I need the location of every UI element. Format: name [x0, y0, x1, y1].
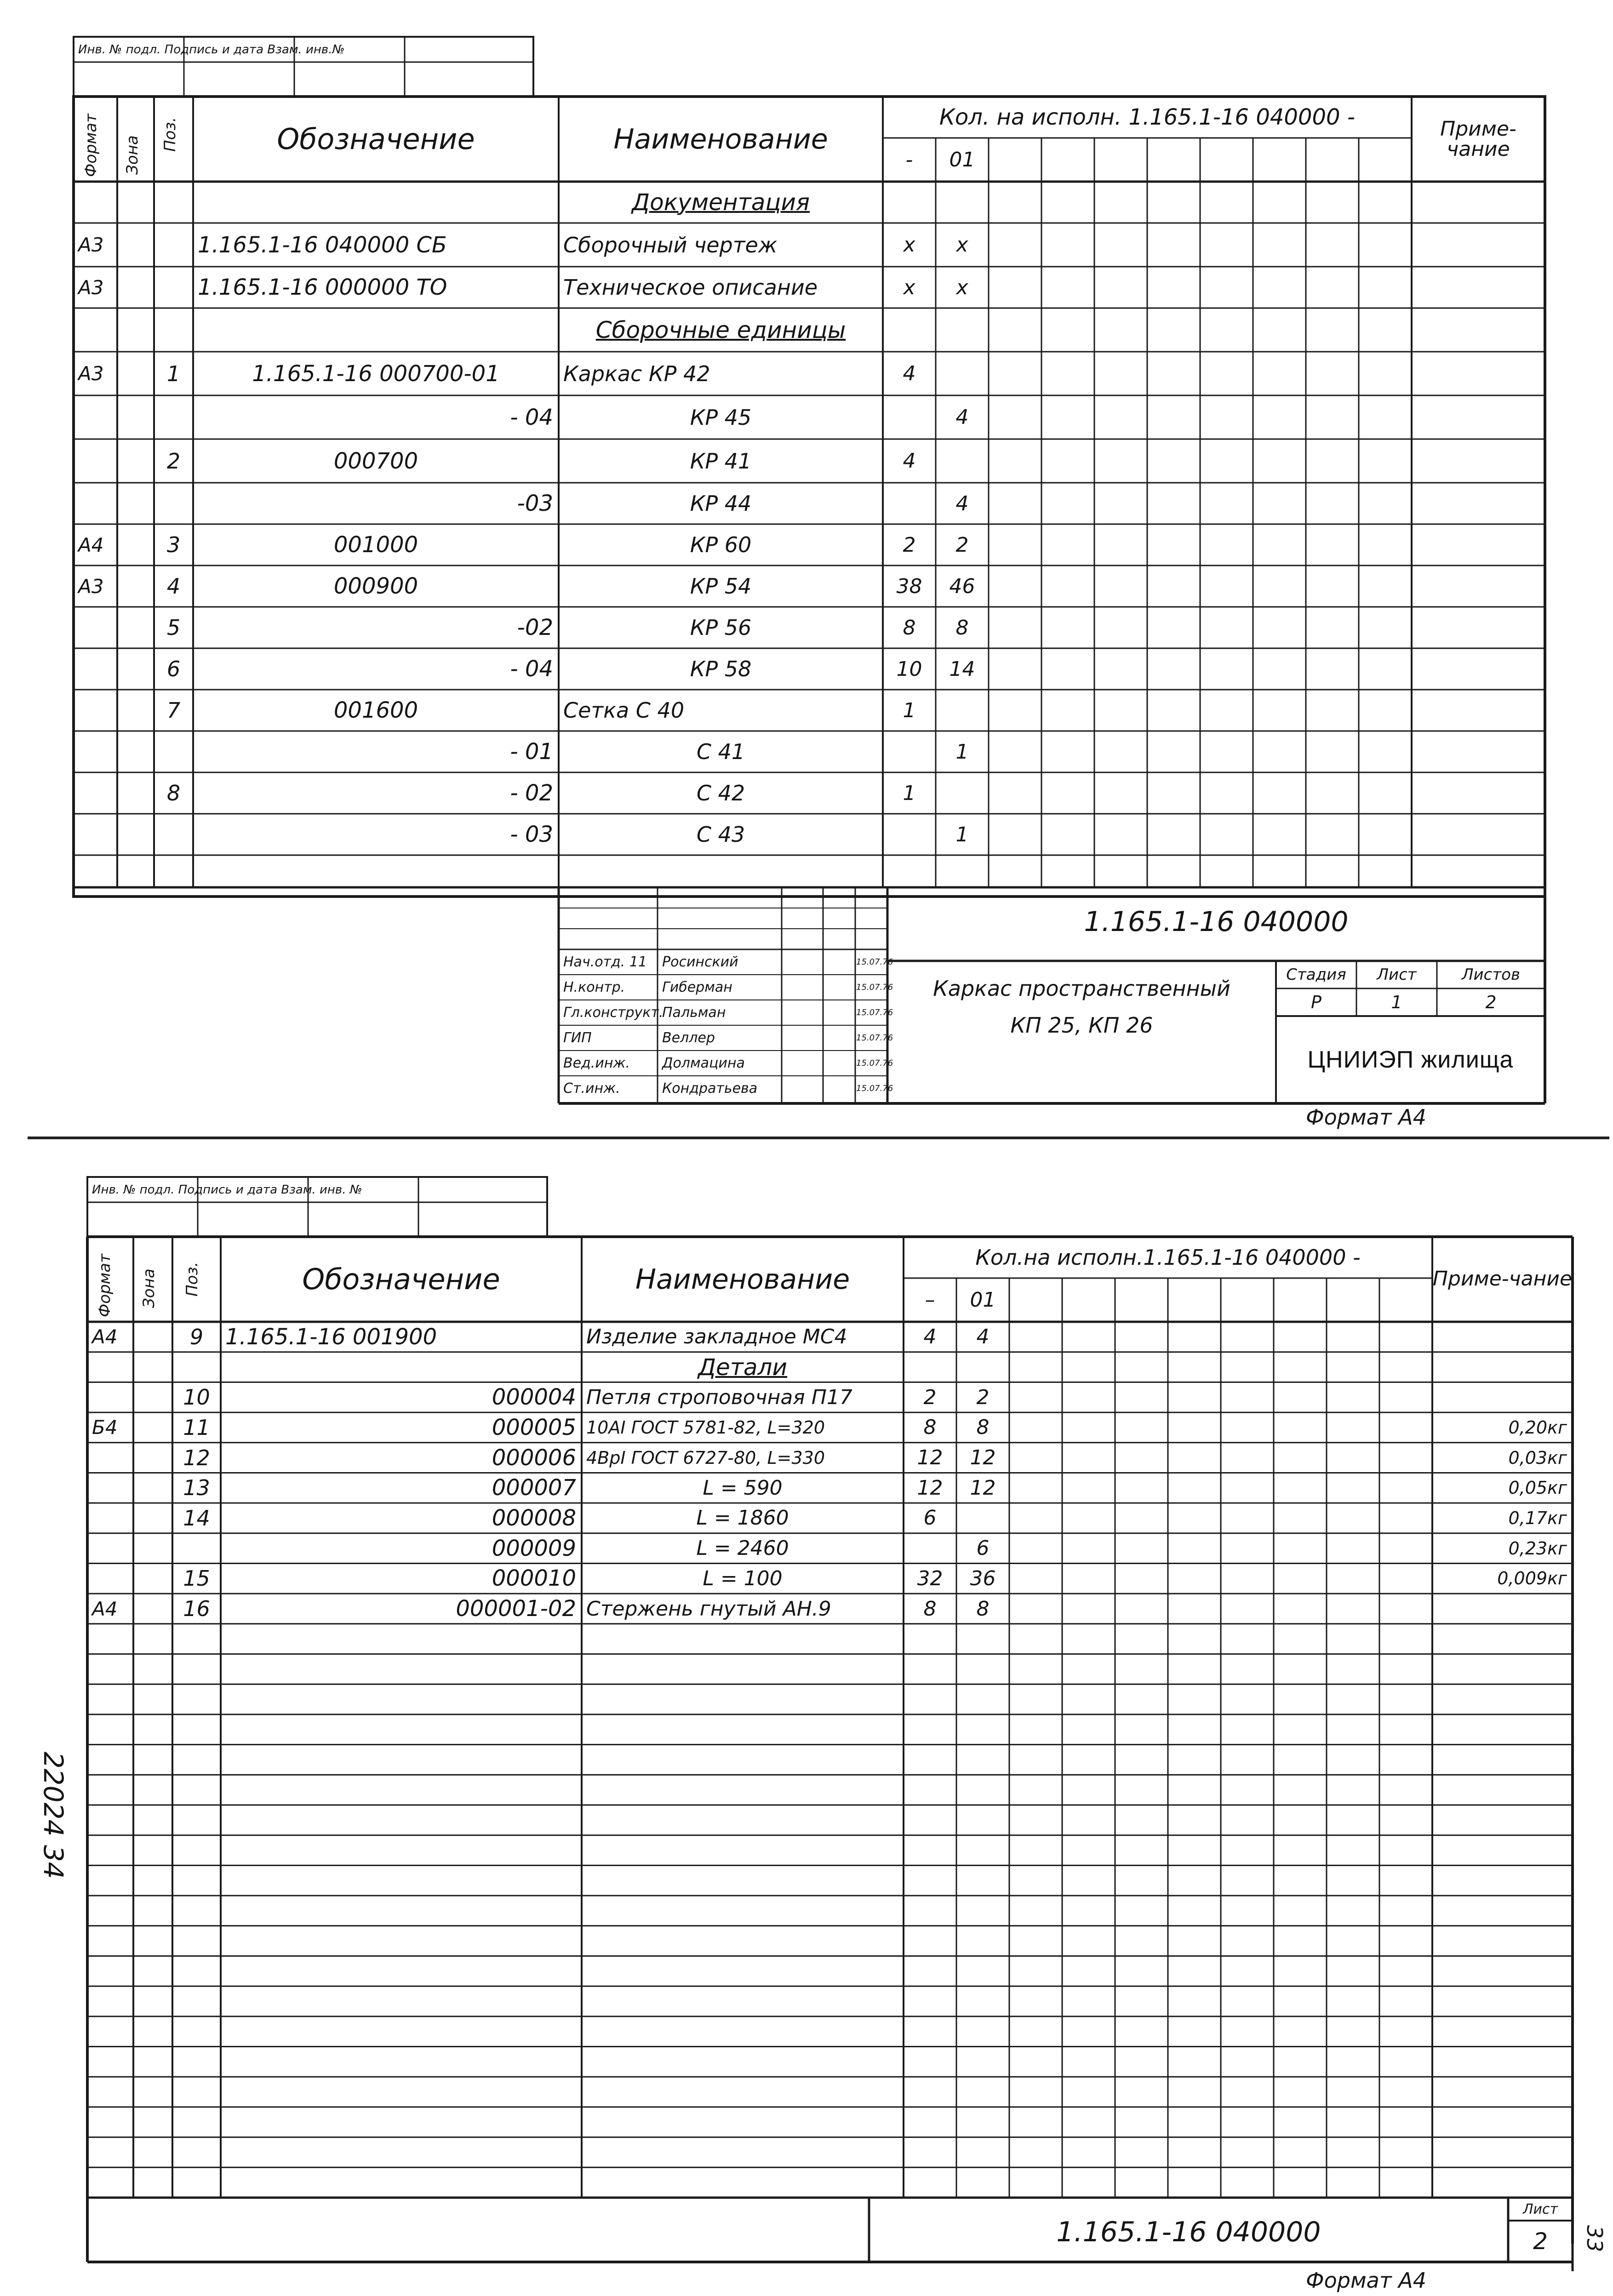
- header-note: Приме-чание: [1440, 117, 1516, 161]
- row-format: [87, 1564, 133, 1594]
- row-q0: 2: [923, 1385, 937, 1409]
- row-pos: [172, 1533, 221, 1564]
- row-q1: [936, 182, 989, 223]
- stamp-stage-label: Стадия: [1286, 965, 1346, 984]
- row-name: 10АI ГОСТ 5781-82, L=320: [586, 1417, 825, 1438]
- row-name: L = 1860: [696, 1506, 789, 1530]
- format-label-2: Формат А4: [1306, 2268, 1426, 2293]
- header-qty-title: Кол. на исполн. 1.165.1-16 040000 -: [939, 104, 1356, 130]
- header-designation: Обозначение: [277, 122, 475, 156]
- row-name: КР 60: [690, 532, 752, 557]
- sheet-2: [0, 1149, 1613, 2296]
- row-designation: -02: [517, 615, 553, 640]
- sheet-separator: [28, 1137, 1609, 1139]
- signature-date: 15.07.76: [856, 1084, 893, 1093]
- row-format: [74, 395, 117, 439]
- row-designation: [221, 1352, 582, 1382]
- row-pos: 7: [166, 698, 181, 723]
- row-note: 0,17кг: [1508, 1508, 1567, 1528]
- row-q0: х: [903, 275, 915, 299]
- row-q0: [883, 483, 936, 524]
- header-designation-2: Обозначение: [302, 1262, 500, 1296]
- row-note: [1412, 483, 1545, 524]
- row-designation: 000001-02: [456, 1596, 576, 1622]
- signature-role: ГИП: [563, 1030, 592, 1046]
- top-strip-labels: Инв. № подл. Подпись и дата Взам. инв.№: [78, 43, 345, 57]
- row-q1: [936, 352, 989, 395]
- signature-date: 15.07.76: [856, 1033, 893, 1043]
- header-format: Формат: [82, 114, 100, 177]
- row-note: [1412, 731, 1545, 772]
- row-q1: 2: [955, 533, 969, 557]
- row-pos: 15: [183, 1566, 210, 1591]
- row-q0: [883, 182, 936, 223]
- row-designation: 000700: [333, 448, 418, 474]
- row-note: [1412, 814, 1545, 855]
- row-designation: 000005: [492, 1414, 576, 1440]
- header-format-2: Формат: [96, 1254, 114, 1317]
- row-q0: [883, 395, 936, 439]
- row-pos: 12: [183, 1445, 210, 1470]
- row-q0: 6: [923, 1506, 937, 1530]
- row-q0: 1: [903, 781, 916, 805]
- row-name: С 42: [696, 781, 745, 805]
- row-q0: [883, 731, 936, 772]
- row-q0: 1: [903, 698, 916, 722]
- row-designation: [193, 182, 559, 223]
- row-q1: 12: [970, 1476, 996, 1500]
- row-q0: [883, 814, 936, 855]
- signature-role: Ст.инж.: [563, 1080, 620, 1097]
- row-format: [74, 731, 117, 772]
- row-note: 0,23кг: [1508, 1538, 1567, 1559]
- stamp-sheet-label-2: Лист: [1522, 2201, 1558, 2217]
- row-format: [74, 308, 117, 352]
- row-name: Сборочный чертеж: [563, 232, 778, 257]
- stamp-sheet: 1: [1391, 992, 1402, 1012]
- row-pos: 2: [166, 448, 181, 474]
- row-q1: 46: [949, 574, 975, 598]
- row-q1: 14: [949, 657, 975, 681]
- row-q0: 32: [917, 1566, 943, 1590]
- row-note: [1412, 648, 1545, 690]
- row-name: Детали: [698, 1354, 788, 1381]
- row-note: [1412, 690, 1545, 731]
- row-pos: [154, 814, 193, 855]
- row-format: [74, 772, 117, 814]
- row-q1: х: [956, 275, 968, 299]
- row-pos: [154, 223, 193, 267]
- row-designation: 000900: [333, 573, 418, 599]
- stamp-doc-number-2: 1.165.1-16 040000: [1056, 2216, 1321, 2248]
- row-q1: [936, 690, 989, 731]
- row-format: [74, 182, 117, 223]
- row-q0: [883, 308, 936, 352]
- row-q1: 36: [970, 1566, 996, 1590]
- signature-name: Росинский: [662, 954, 738, 970]
- row-note: [1412, 182, 1545, 223]
- row-format: [87, 1382, 133, 1412]
- row-designation: - 04: [510, 656, 553, 682]
- row-format: А4: [78, 533, 104, 556]
- row-note: [1412, 772, 1545, 814]
- row-name: КР 44: [690, 491, 752, 516]
- row-q0: 12: [917, 1476, 943, 1500]
- header-qty-dash: -: [905, 148, 913, 171]
- row-q1: [956, 1352, 1009, 1382]
- row-q0: 10: [896, 657, 922, 681]
- row-pos: 13: [183, 1475, 210, 1501]
- row-name: Документация: [632, 189, 810, 216]
- row-pos: [154, 308, 193, 352]
- row-designation: - 01: [510, 739, 553, 765]
- row-q0: [904, 1533, 956, 1564]
- row-note: [1432, 1322, 1573, 1352]
- row-format: А4: [92, 1325, 118, 1348]
- row-pos: 9: [189, 1324, 204, 1349]
- row-designation: 001600: [333, 697, 418, 723]
- header-qty-dash-2: –: [925, 1288, 935, 1312]
- row-format: [87, 1352, 133, 1382]
- row-designation: 000006: [492, 1445, 576, 1471]
- row-name: Изделие закладное МС4: [586, 1325, 847, 1349]
- row-pos: 8: [166, 781, 181, 805]
- row-format: А3: [78, 575, 104, 598]
- row-pos: 11: [183, 1415, 210, 1440]
- signature-name: Веллер: [662, 1030, 715, 1046]
- row-note: 0,20кг: [1508, 1417, 1567, 1438]
- row-q1: 2: [976, 1385, 990, 1409]
- header-zone: Зона: [123, 135, 142, 175]
- row-note: [1412, 308, 1545, 352]
- row-pos: [154, 395, 193, 439]
- row-format: [74, 648, 117, 690]
- row-q1: 4: [955, 406, 969, 429]
- stamp-sheets: 2: [1485, 992, 1497, 1012]
- signature-role: Н.контр.: [563, 979, 625, 995]
- row-name: С 43: [696, 822, 745, 847]
- row-designation: 000004: [492, 1384, 576, 1411]
- header-note-2: Приме-чание: [1432, 1267, 1573, 1291]
- row-designation: 000008: [492, 1505, 576, 1531]
- row-q1: 6: [976, 1536, 990, 1560]
- row-name: Каркас КР 42: [563, 361, 710, 386]
- format-label: Формат А4: [1306, 1105, 1426, 1130]
- row-pos: 4: [166, 574, 181, 599]
- row-format: А3: [78, 234, 104, 256]
- stamp-sheet-2: 2: [1533, 2228, 1548, 2255]
- row-q1: [936, 308, 989, 352]
- stamp-sheets-label: Листов: [1461, 965, 1520, 984]
- row-pos: 3: [166, 532, 181, 557]
- header-pos-2: Поз.: [183, 1262, 201, 1296]
- row-q1: 4: [976, 1325, 990, 1349]
- row-designation: 1.165.1-16 000700-01: [252, 360, 500, 387]
- signature-date: 15.07.76: [856, 957, 893, 967]
- row-pos: 10: [183, 1385, 210, 1410]
- signature-name: Пальман: [662, 1005, 726, 1021]
- row-pos: [154, 731, 193, 772]
- row-pos: [172, 1352, 221, 1382]
- row-name: КР 45: [690, 405, 752, 430]
- stamp-organization: ЦНИИЭП жилища: [1307, 1046, 1514, 1073]
- row-designation: [193, 308, 559, 352]
- row-note: [1412, 395, 1545, 439]
- header-zone-2: Зона: [140, 1268, 158, 1308]
- stamp-title-line2: КП 25, КП 26: [1010, 1013, 1153, 1038]
- row-note: [1412, 267, 1545, 308]
- row-name: КР 58: [690, 657, 752, 681]
- row-q1: 4: [955, 491, 969, 515]
- signature-name: Гиберман: [662, 979, 732, 995]
- row-note: [1412, 524, 1545, 565]
- signature-role: Вед.инж.: [563, 1055, 630, 1071]
- row-name: L = 590: [703, 1476, 783, 1500]
- row-name: 4ВрI ГОСТ 6727-80, L=330: [586, 1447, 825, 1468]
- row-name: С 41: [696, 739, 745, 764]
- row-format: [87, 1533, 133, 1564]
- row-q1: 12: [970, 1446, 996, 1470]
- sheet-1: [0, 0, 1613, 1131]
- signature-date: 15.07.76: [856, 982, 893, 992]
- header-name: Наименование: [613, 123, 828, 155]
- row-note: [1412, 565, 1545, 607]
- row-q0: 2: [903, 533, 916, 557]
- signature-name: Кондратьева: [662, 1080, 758, 1097]
- side-number: 22024 34: [38, 1752, 69, 1879]
- row-designation: 1.165.1-16 001900: [225, 1324, 437, 1350]
- row-q0: [904, 1352, 956, 1382]
- row-name: КР 56: [690, 615, 752, 640]
- row-format: Б4: [92, 1416, 118, 1439]
- corner-number: 33: [1582, 2225, 1607, 2252]
- row-q1: [936, 439, 989, 483]
- row-q1: 8: [976, 1416, 990, 1439]
- row-q0: 12: [917, 1446, 943, 1470]
- row-q1: 8: [976, 1597, 990, 1621]
- row-note: [1432, 1593, 1573, 1624]
- row-q1: 8: [955, 616, 969, 640]
- signature-date: 15.07.76: [856, 1008, 893, 1017]
- row-note: 0,03кг: [1508, 1447, 1567, 1468]
- row-name: Петля строповочная П17: [586, 1385, 852, 1409]
- row-q0: 8: [923, 1416, 937, 1439]
- stamp-title-line1: Каркас пространственный: [933, 976, 1230, 1001]
- row-q0: 8: [923, 1597, 937, 1621]
- header-pos: Поз.: [161, 117, 179, 152]
- row-q1: [956, 1503, 1009, 1533]
- row-format: [87, 1473, 133, 1503]
- row-designation: 1.165.1-16 040000 СБ: [198, 232, 447, 258]
- row-pos: 5: [166, 615, 181, 640]
- row-q1: х: [956, 233, 968, 257]
- row-name: КР 41: [690, 448, 752, 474]
- row-designation: 001000: [333, 532, 418, 558]
- row-q0: 4: [903, 362, 916, 385]
- top-strip-labels-2: Инв. № подл. Подпись и дата Взам. инв. №: [92, 1183, 362, 1197]
- row-designation: -03: [517, 491, 553, 516]
- row-q1: 1: [955, 740, 969, 764]
- row-q0: 4: [903, 449, 916, 473]
- row-q0: х: [903, 233, 915, 257]
- signature-role: Гл.конструкт.: [563, 1005, 664, 1021]
- header-qty-01-2: 01: [970, 1288, 996, 1312]
- row-pos: 6: [166, 657, 181, 681]
- row-format: А4: [92, 1597, 118, 1620]
- row-q0: 38: [896, 574, 922, 598]
- row-format: А3: [78, 276, 104, 299]
- row-designation: 000007: [492, 1475, 576, 1501]
- row-name: Стержень гнутый АН.9: [586, 1597, 831, 1621]
- row-name: L = 2460: [696, 1536, 789, 1560]
- header-qty-01: 01: [949, 148, 975, 171]
- row-note: 0,009кг: [1497, 1568, 1567, 1589]
- row-pos: [154, 483, 193, 524]
- row-q1: 1: [955, 822, 969, 846]
- row-name: Сборочные единицы: [595, 316, 846, 343]
- row-note: [1412, 439, 1545, 483]
- row-pos: 16: [183, 1596, 210, 1622]
- row-format: [74, 607, 117, 648]
- row-pos: 1: [166, 361, 181, 386]
- row-designation: - 03: [510, 822, 553, 847]
- row-format: А3: [78, 362, 104, 385]
- row-designation: 1.165.1-16 000000 ТО: [198, 274, 447, 300]
- stamp-stage: Р: [1311, 992, 1321, 1012]
- row-designation: 000009: [492, 1535, 576, 1561]
- row-note: [1412, 223, 1545, 267]
- row-note: [1412, 352, 1545, 395]
- row-q0: 8: [903, 616, 916, 640]
- stamp-sheet-label: Лист: [1377, 965, 1417, 984]
- signature-name: Долмацина: [662, 1055, 745, 1071]
- signature-date: 15.07.76: [856, 1058, 893, 1068]
- header-qty-title-2: Кол.на исполн.1.165.1-16 040000 -: [975, 1245, 1361, 1270]
- row-name: Техническое описание: [563, 275, 818, 300]
- row-name: L = 100: [703, 1566, 783, 1590]
- signature-role: Нач.отд. 11: [563, 954, 647, 970]
- row-format: [74, 814, 117, 855]
- row-format: [74, 690, 117, 731]
- row-note: [1412, 607, 1545, 648]
- row-pos: [154, 267, 193, 308]
- stamp-doc-number: 1.165.1-16 040000: [1084, 906, 1349, 938]
- row-designation: - 04: [510, 404, 553, 430]
- row-name: КР 54: [690, 574, 752, 599]
- row-note: [1432, 1352, 1573, 1382]
- row-designation: 000010: [492, 1565, 576, 1592]
- row-note: [1432, 1382, 1573, 1412]
- row-designation: - 02: [510, 780, 553, 806]
- row-format: [87, 1503, 133, 1533]
- row-q0: 4: [923, 1325, 937, 1349]
- row-pos: 14: [183, 1505, 210, 1531]
- row-format: [87, 1443, 133, 1473]
- row-format: [74, 439, 117, 483]
- row-note: 0,05кг: [1508, 1478, 1567, 1498]
- header-name-2: Наименование: [635, 1263, 850, 1296]
- row-format: [74, 483, 117, 524]
- row-name: Сетка С 40: [563, 698, 685, 723]
- row-pos: [154, 182, 193, 223]
- row-q1: [936, 772, 989, 814]
